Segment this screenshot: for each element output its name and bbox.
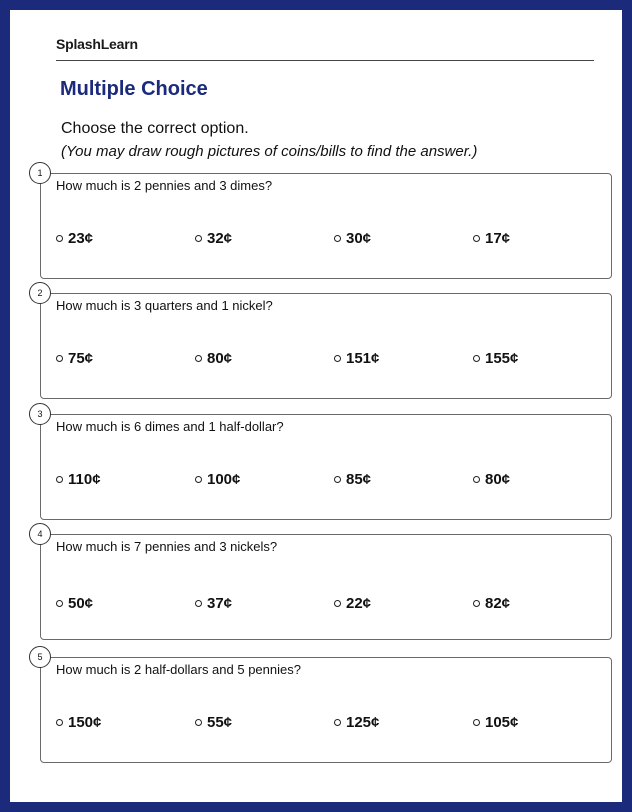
option-a[interactable]: [56, 471, 101, 488]
option-label: 85¢: [346, 471, 372, 488]
question-text: How much is 6 dimes and 1 half-dollar?: [56, 419, 284, 434]
question-text: How much is 7 pennies and 3 nickels?: [56, 539, 278, 554]
option-label: 151¢: [346, 350, 380, 367]
radio-circle-icon[interactable]: [473, 355, 480, 362]
option-a[interactable]: [56, 350, 93, 367]
option-label: 82¢: [485, 595, 511, 612]
question-number: 5: [29, 646, 51, 668]
option-label: 55¢: [207, 714, 233, 731]
radio-circle-icon[interactable]: [334, 476, 341, 483]
radio-circle-icon[interactable]: [195, 355, 202, 362]
question-text: How much is 2 half-dollars and 5 pennies?: [56, 662, 301, 677]
answer-options: [56, 230, 612, 250]
answer-options: [56, 714, 612, 734]
radio-circle-icon[interactable]: [56, 355, 63, 362]
instruction-note: (You may draw rough pictures of coins/bills to find the answer.): [61, 143, 478, 160]
question-card-1: [37, 168, 612, 279]
option-a[interactable]: [56, 595, 93, 612]
option-c[interactable]: [334, 471, 371, 488]
option-label: 17¢: [485, 230, 511, 247]
option-label: 32¢: [207, 230, 233, 247]
question-card-2: [37, 288, 612, 399]
option-c[interactable]: [334, 350, 379, 367]
radio-circle-icon[interactable]: [334, 355, 341, 362]
radio-circle-icon[interactable]: [56, 600, 63, 607]
option-c[interactable]: [334, 595, 371, 612]
option-d[interactable]: [473, 230, 510, 247]
radio-circle-icon[interactable]: [473, 719, 480, 726]
option-label: 23¢: [68, 230, 94, 247]
option-label: 80¢: [485, 471, 511, 488]
option-b[interactable]: [195, 595, 232, 612]
question-text: How much is 2 pennies and 3 dimes?: [56, 178, 273, 193]
page-title: Multiple Choice: [60, 78, 208, 100]
radio-circle-icon[interactable]: [473, 235, 480, 242]
option-label: 105¢: [485, 714, 519, 731]
answer-options: [56, 595, 612, 615]
option-label: 110¢: [68, 471, 101, 488]
option-b[interactable]: [195, 230, 232, 247]
radio-circle-icon[interactable]: [473, 476, 480, 483]
question-card-5: [37, 652, 612, 763]
header-divider: [56, 60, 594, 61]
answer-options: [56, 471, 612, 491]
radio-circle-icon[interactable]: [334, 235, 341, 242]
option-b[interactable]: [195, 714, 232, 731]
question-number: 3: [29, 403, 51, 425]
brand-logo: SplashLearn: [56, 36, 138, 52]
option-a[interactable]: [56, 230, 93, 247]
option-b[interactable]: [195, 471, 240, 488]
option-c[interactable]: [334, 714, 379, 731]
option-d[interactable]: [473, 595, 510, 612]
option-d[interactable]: [473, 471, 510, 488]
radio-circle-icon[interactable]: [56, 476, 63, 483]
option-label: 37¢: [207, 595, 233, 612]
option-label: 155¢: [485, 350, 519, 367]
question-number: 1: [29, 162, 51, 184]
radio-circle-icon[interactable]: [334, 600, 341, 607]
option-label: 150¢: [68, 714, 102, 731]
option-label: 100¢: [207, 471, 241, 488]
question-text: How much is 3 quarters and 1 nickel?: [56, 298, 273, 313]
instruction: Choose the correct option.: [61, 120, 249, 137]
radio-circle-icon[interactable]: [195, 476, 202, 483]
radio-circle-icon[interactable]: [473, 600, 480, 607]
option-d[interactable]: [473, 714, 518, 731]
option-c[interactable]: [334, 230, 371, 247]
answer-options: [56, 350, 612, 370]
radio-circle-icon[interactable]: [56, 235, 63, 242]
radio-circle-icon[interactable]: [56, 719, 63, 726]
question-number: 4: [29, 523, 51, 545]
radio-circle-icon[interactable]: [195, 235, 202, 242]
option-b[interactable]: [195, 350, 232, 367]
question-card-4: [37, 529, 612, 640]
option-label: 22¢: [346, 595, 372, 612]
option-a[interactable]: [56, 714, 101, 731]
option-d[interactable]: [473, 350, 518, 367]
radio-circle-icon[interactable]: [334, 719, 341, 726]
radio-circle-icon[interactable]: [195, 719, 202, 726]
option-label: 30¢: [346, 230, 372, 247]
option-label: 75¢: [68, 350, 94, 367]
option-label: 50¢: [68, 595, 94, 612]
option-label: 125¢: [346, 714, 380, 731]
option-label: 80¢: [207, 350, 233, 367]
radio-circle-icon[interactable]: [195, 600, 202, 607]
question-number: 2: [29, 282, 51, 304]
question-card-3: [37, 409, 612, 520]
